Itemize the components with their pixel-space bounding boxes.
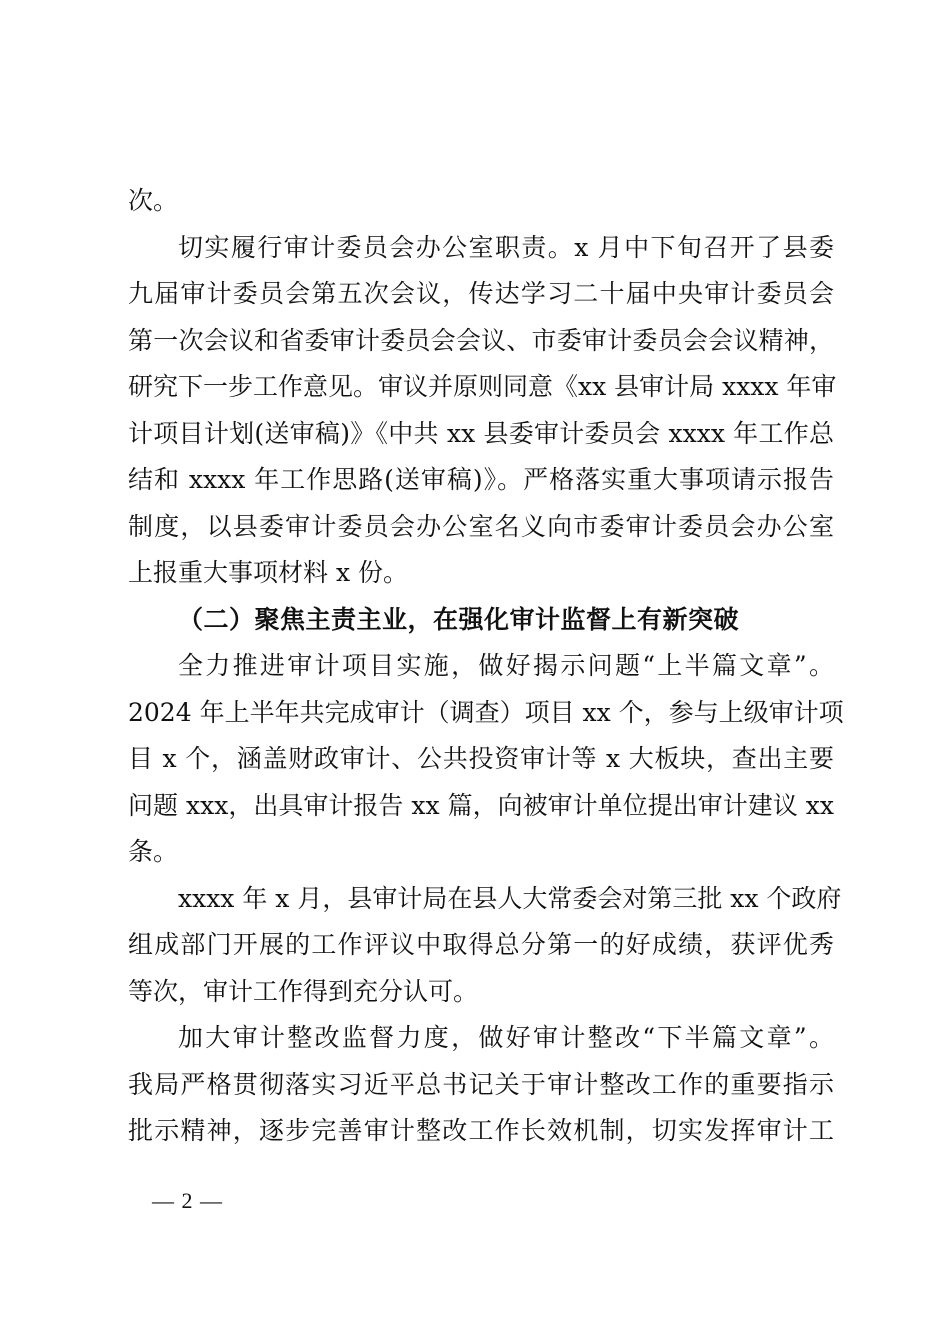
text-line: 切实履行审计委员会办公室职责。x 月中下旬召开了县委 [178,232,834,262]
text-line: 批示精神，逐步完善审计整改工作长效机制，切实发挥审计工 [128,1116,834,1145]
paragraph-evaluation-result [128,876,842,1016]
text-line: 结和 xxxx 年工作思路(送审稿)》。严格落实重大事项请示报告 [128,465,834,494]
text-line: 2024 年上半年共完成审计（调查）项目 xx 个，参与上级审计项 [128,697,844,727]
text-line: 计项目计划(送审稿)》《中共 xx 县委审计委员会 xxxx 年工作总 [128,418,834,448]
text-line: 制度，以县委审计委员会办公室名义向市委审计委员会办公室 [128,511,834,541]
text-line: 加大审计整改监督力度，做好审计整改“下半篇文章”。 [178,1023,834,1052]
text-line: 次。 [128,186,179,215]
paragraph-audit-committee-office [128,225,837,597]
text-line: 问题 xxx，出具审计报告 xx 篇，向被审计单位提出审计建议 xx [128,790,834,820]
paragraph-audit-projects [128,643,844,876]
page-number: — 2 — [152,1188,223,1213]
text-line: 组成部门开展的工作评议中取得总分第一的好成绩，获评优秀 [128,930,834,959]
text-line: 上报重大事项材料 x 份。 [128,558,408,587]
paragraph-rectification [128,1015,834,1155]
text-line: 九届审计委员会第五次会议，传达学习二十届中央审计委员会 [128,279,834,308]
text-line: xxxx 年 x 月，县审计局在县人大常委会对第三批 xx 个政府 [178,883,842,913]
text-line: 第一次会议和省委审计委员会会议、市委审计委员会会议精神， [128,325,834,355]
paragraph-continuation [128,178,834,225]
text-line: 全力推进审计项目实施，做好揭示问题“上半篇文章”。 [178,651,834,680]
document-body [128,178,844,1155]
text-line: 我局严格贯彻落实习近平总书记关于审计整改工作的重要指示 [128,1069,834,1099]
section-heading: （二）聚焦主责主业，在强化审计监督上有新突破 [178,604,740,634]
text-line: 条。 [128,837,179,866]
text-line: 等次，审计工作得到充分认可。 [128,976,479,1006]
text-line: 目 x 个，涵盖财政审计、公共投资审计等 x 大板块，查出主要 [128,744,834,773]
text-line: 研究下一步工作意见。审议并原则同意《xx 县审计局 xxxx 年审 [128,372,837,401]
